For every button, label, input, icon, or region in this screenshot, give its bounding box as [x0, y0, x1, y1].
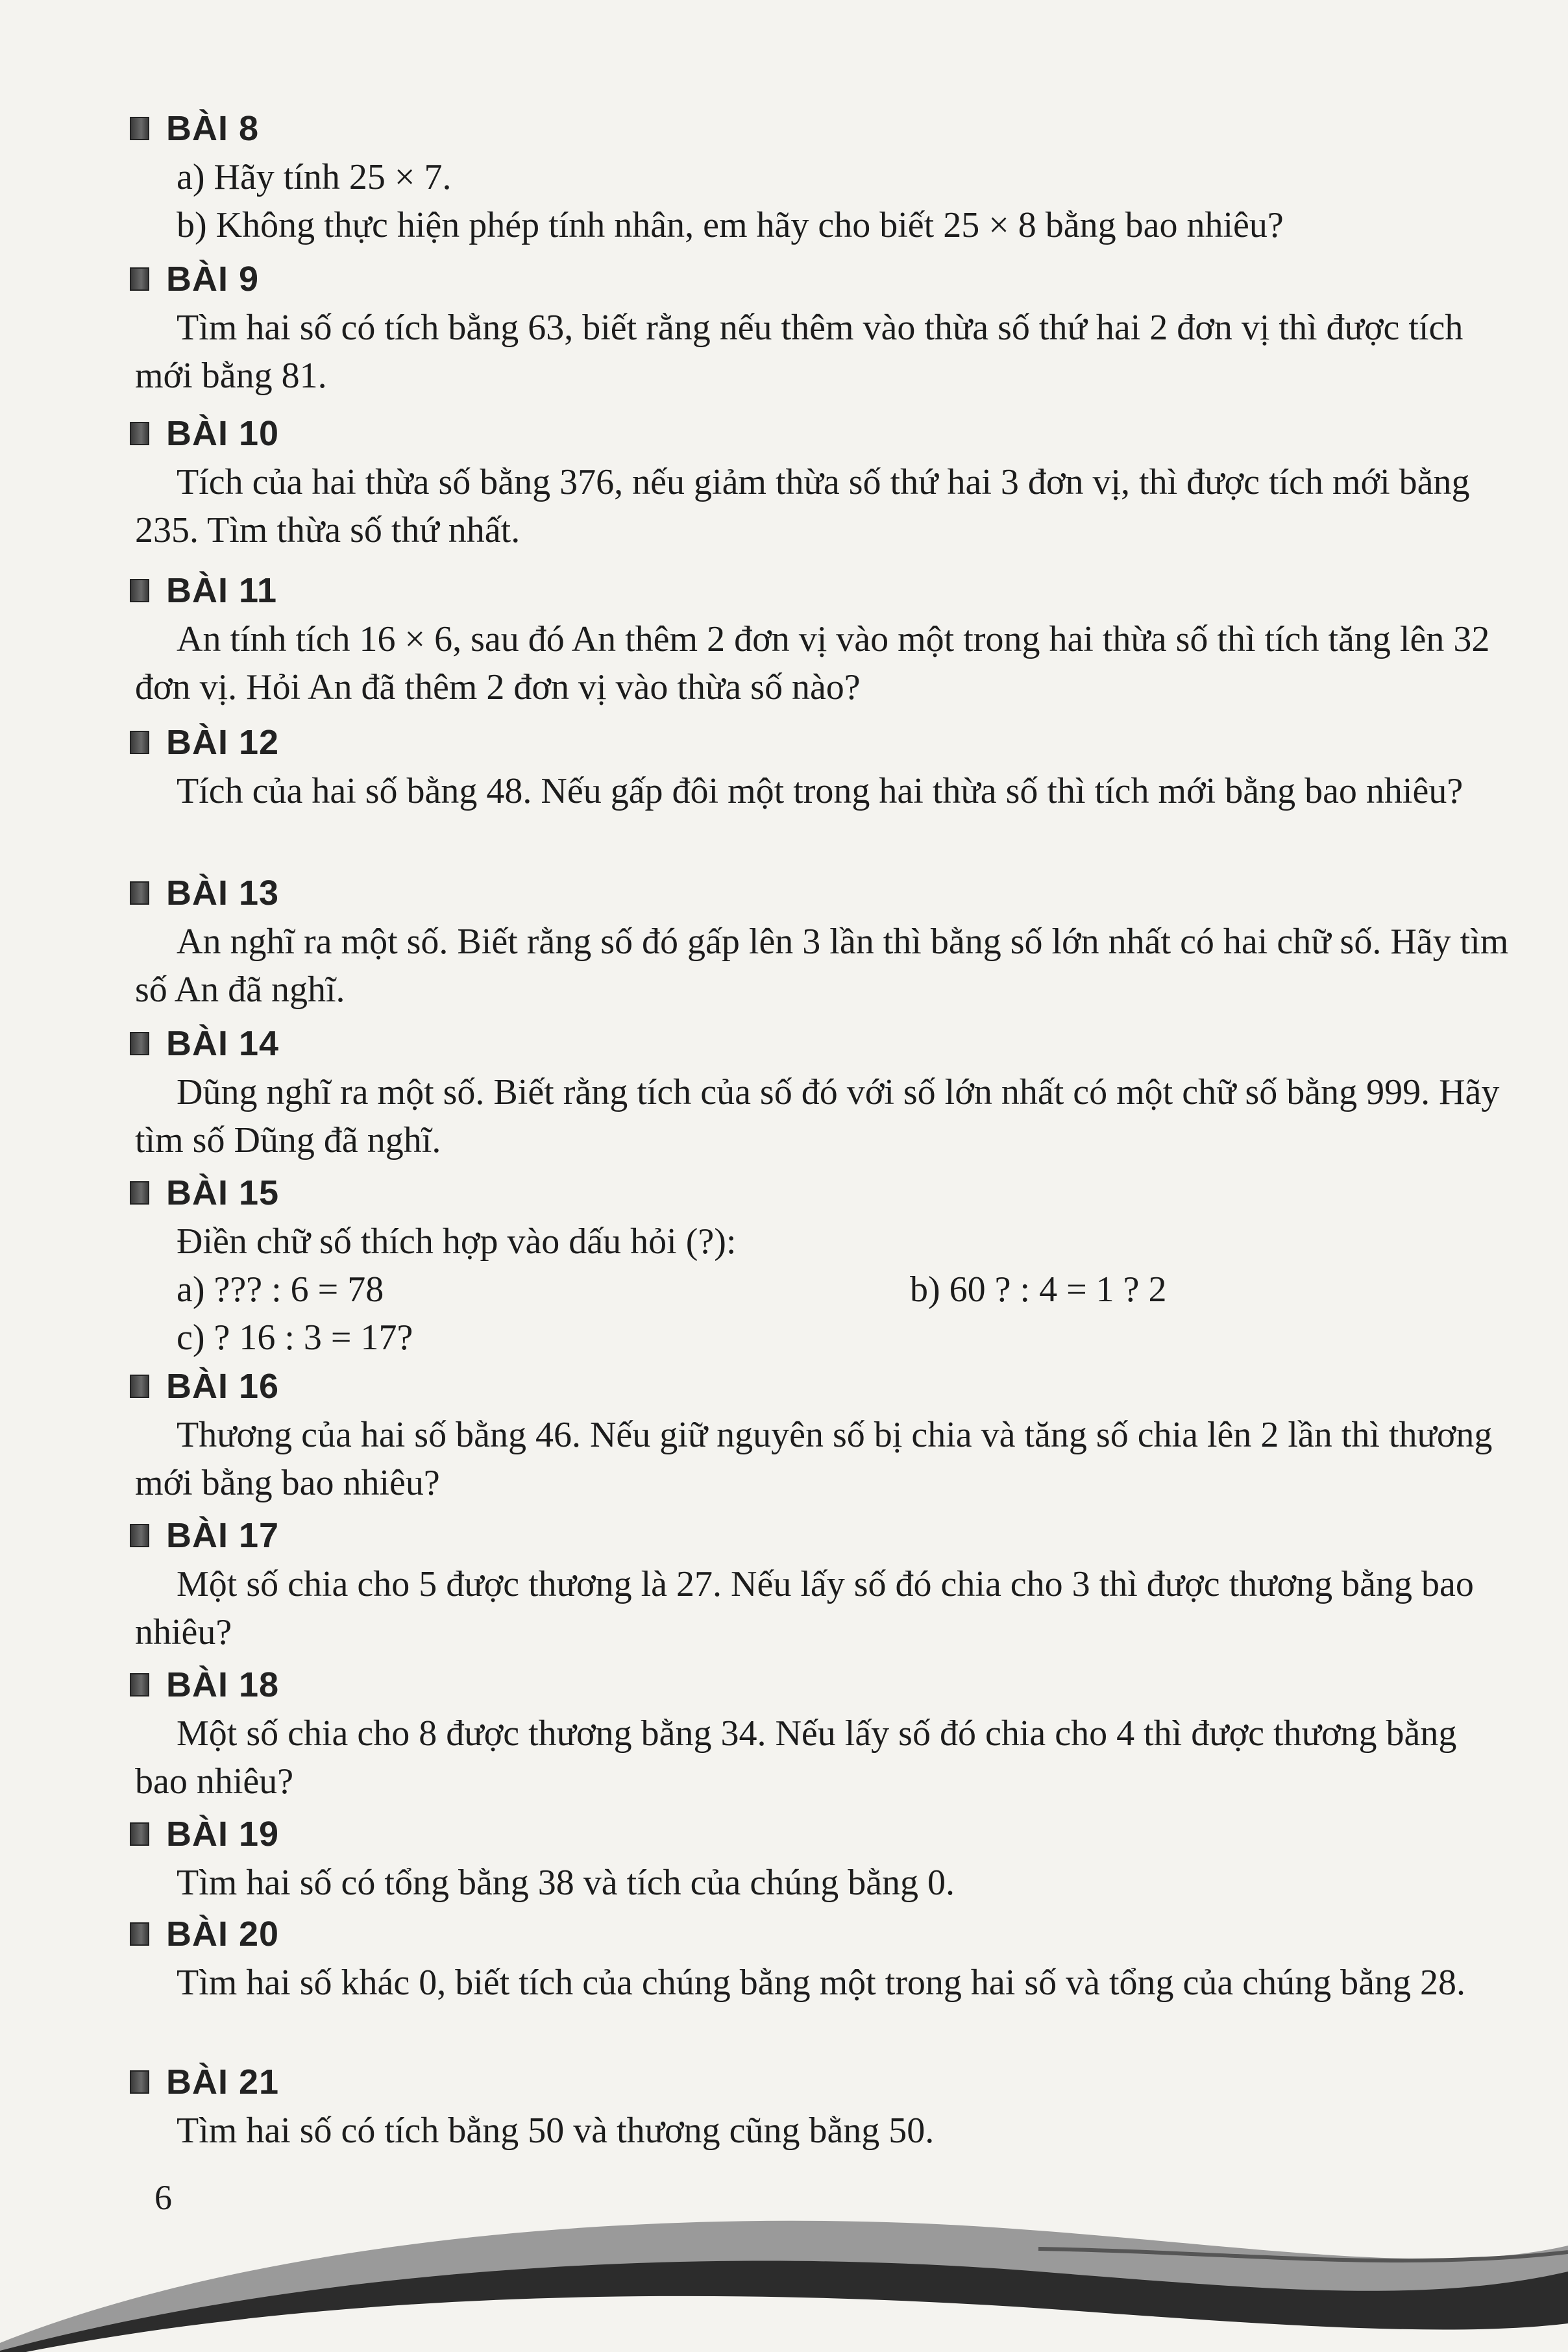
square-bullet-icon [130, 1524, 149, 1547]
problem-13 [130, 868, 1512, 1014]
problem-part-b: b) 60 ? : 4 = 1 ? 2 [910, 1269, 1167, 1310]
problem-21 [130, 2057, 1512, 2155]
square-bullet-icon [130, 2070, 149, 2094]
problem-text: An tính tích 16 × 6, sau đó An thêm 2 đơn vị vào một trong hai thừa số thì tích tăng lên 32 đơn vị. Hỏi An đã thêm 2 đơn vị vào thừa số nào? [135, 619, 1490, 707]
problem-line: a) Hãy tính 25 × 7. [177, 157, 452, 197]
problem-text: Tìm hai số có tích bằng 50 và thương cũng bằng 50. [177, 2111, 935, 2151]
problem-title: BÀI 13 [166, 874, 280, 913]
square-bullet-icon [130, 1181, 149, 1205]
problem-part-a: a) ??? : 6 = 78 [177, 1269, 384, 1310]
problem-text: Tìm hai số có tổng bằng 38 và tích của chúng bằng 0. [177, 1863, 955, 1903]
problem-text: Tích của hai số bằng 48. Nếu gấp đôi một trong hai thừa số thì tích mới bằng bao nhiêu? [177, 771, 1464, 811]
problem-10 [130, 409, 1512, 554]
problem-part-c: c) ? 16 : 3 = 17? [177, 1317, 413, 1358]
problem-title: BÀI 17 [166, 1516, 280, 1555]
problem-title: BÀI 8 [166, 109, 260, 148]
problem-18 [130, 1660, 1512, 1806]
problem-title: BÀI 14 [166, 1024, 280, 1063]
square-bullet-icon [130, 1375, 149, 1398]
problem-11 [130, 566, 1512, 711]
problem-title: BÀI 11 [166, 571, 278, 610]
square-bullet-icon [130, 117, 149, 140]
problem-title: BÀI 19 [166, 1815, 280, 1854]
square-bullet-icon [130, 422, 149, 445]
problem-line: b) Không thực hiện phép tính nhân, em hãy cho biết 25 × 8 bằng bao nhiêu? [177, 205, 1284, 245]
square-bullet-icon [130, 731, 149, 754]
problem-title: BÀI 21 [166, 2063, 280, 2101]
problem-title: BÀI 10 [166, 414, 280, 453]
square-bullet-icon [130, 1822, 149, 1846]
problem-title: BÀI 20 [166, 1915, 280, 1954]
problem-20 [130, 1909, 1512, 2007]
problem-19 [130, 1809, 1512, 1907]
problem-text: Thương của hai số bằng 46. Nếu giữ nguyên số bị chia và tăng số chia lên 2 lần thì thương mới bằng bao nhiêu? [135, 1415, 1493, 1503]
decorative-wave-band [0, 2181, 1568, 2352]
problem-14 [130, 1019, 1512, 1164]
problem-text: An nghĩ ra một số. Biết rằng số đó gấp lên 3 lần thì bằng số lớn nhất có hai chữ số. Hãy tìm số An đã nghĩ. [135, 922, 1509, 1010]
problem-text: Một số chia cho 5 được thương là 27. Nếu lấy số đó chia cho 3 thì được thương bằng bao nhiêu? [135, 1564, 1474, 1652]
square-bullet-icon [130, 1032, 149, 1055]
square-bullet-icon [130, 579, 149, 602]
page-number: 6 [154, 2178, 172, 2217]
problem-text: Dũng nghĩ ra một số. Biết rằng tích của số đó với số lớn nhất có một chữ số bằng 999. Hãy tìm số Dũng đã nghĩ. [135, 1072, 1500, 1160]
problem-12 [130, 718, 1512, 815]
problem-15 [130, 1168, 1512, 1362]
square-bullet-icon [130, 881, 149, 905]
square-bullet-icon [130, 1673, 149, 1697]
problem-text: Một số chia cho 8 được thương bằng 34. Nếu lấy số đó chia cho 4 thì được thương bằng bao nhiêu? [135, 1713, 1457, 1802]
problem-title: BÀI 12 [166, 723, 280, 762]
square-bullet-icon [130, 267, 149, 291]
problem-title: BÀI 16 [166, 1367, 280, 1406]
problem-text: Tìm hai số có tích bằng 63, biết rằng nếu thêm vào thừa số thứ hai 2 đơn vị thì được tích mới bằng 81. [135, 308, 1464, 396]
problem-intro: Điền chữ số thích hợp vào dấu hỏi (?): [177, 1221, 737, 1262]
square-bullet-icon [130, 1922, 149, 1946]
problem-17 [130, 1511, 1512, 1656]
problem-title: BÀI 9 [166, 260, 260, 299]
problem-text: Tích của hai thừa số bằng 376, nếu giảm thừa số thứ hai 3 đơn vị, thì được tích mới bằng 235. Tìm thừa số thứ nhất. [135, 462, 1470, 550]
problem-9 [130, 254, 1512, 400]
problem-title: BÀI 15 [166, 1173, 280, 1212]
problem-8 [130, 104, 1512, 249]
problem-text: Tìm hai số khác 0, biết tích của chúng bằng một trong hai số và tổng của chúng bằng 28. [177, 1963, 1465, 2003]
problem-16 [130, 1362, 1512, 1507]
problem-title: BÀI 18 [166, 1665, 280, 1704]
